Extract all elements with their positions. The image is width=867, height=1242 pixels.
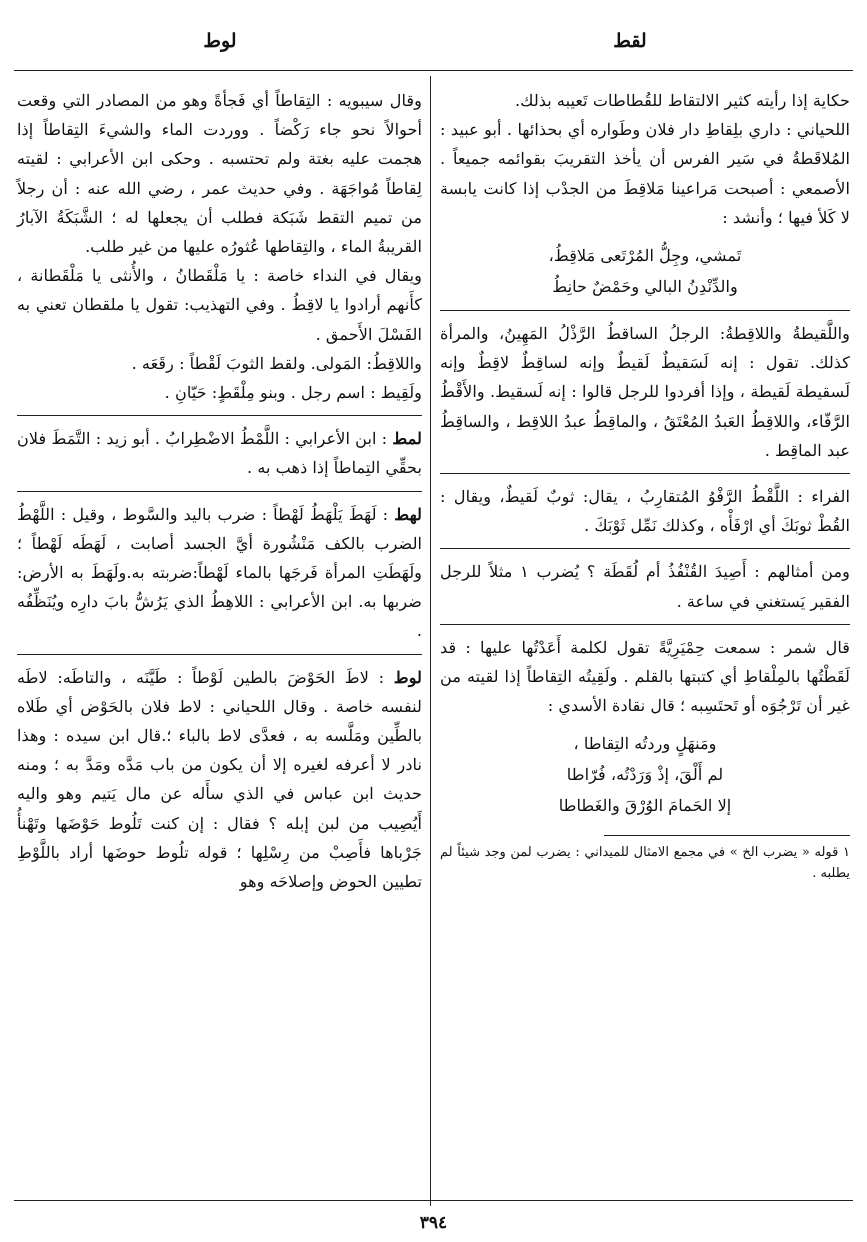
entry-headword: لهط (394, 504, 422, 524)
entry-text: : ابن الأعرابي : اللَّمْطُ الاضْطِرابُ . أبو زيد : التَّمَطَ فلان بحقِّي التِماطاً إذا ذهب به . (17, 429, 422, 478)
header-right-word: لقط (613, 30, 647, 52)
footnote: ١ قوله « يضرب الخ » في مجمع الامثال للميداني : يضرب لمن وجد شيئاً لم يطلبه . (440, 845, 850, 882)
poem-line: إلا الحَمامَ الوُرْقَ والغَطاطا (558, 796, 732, 816)
paragraph: ومن أمثالهم : أَصِيدَ القُنْفُذُ أم لُقَطَة ؟ يُضرب ١ مثلاً للرجل الفقير يَستغني في ساعة . (440, 562, 850, 611)
right-column (440, 86, 850, 884)
poem-line: لم أَلْقَ، إذْ وَرَدْتُه، فُرّاطا (566, 765, 724, 785)
entry-text: : لَهَطَ يَلْهَطُ لَهْطاً : ضرب باليد والسَّوط ، وقيل : اللَّهْطُ الضرب بالكف مَنْشُورة أيَّ الجسد أصابت ، لَهَطَه لَهْطاً ؛ ولَهَطَتِ المرأة فَرجَها بالماء لَهْطاً:ضربته به.ولَهَطَ به الأرض: ضربها به. ابن الأعرابي : اللاهِطُ الذي يَرُشُّ بابَ دارِه ويُنَظِّفُه . (17, 504, 422, 641)
separator (17, 415, 422, 416)
poem-line: والدِّنْدِنُ البالي وحَمْضٌ حانِطُ (552, 277, 738, 297)
separator (440, 310, 850, 311)
separator (17, 491, 422, 492)
entry-lwt (17, 663, 422, 897)
entry-lmt (17, 424, 422, 482)
entry-text: : لاطَ الحَوْضَ بالطين لَوْطاً : طَيَّنَه ، والتاطَه: لاطَه لنفسه خاصة . وقال اللحياني : لاط فلان بالحَوْض أي طَلاه بالطِّين ومَلَّسه به ، فعدَّى لاط بالباء ؛.قال ابن سيده : وهذا نادر لا أعرفه لغيره إلا أن يكون من باب مَدَّه ومَدَّ به ؛ ومنه حديث ابن عباس في الذي سأَله عن مال يَتيم وهو واليه أَيُصِيب من لبن إبله ؟ فقال : إن كنت تَلُوط حَوْضَها وتَهْنأُ جَرْباها فأَصِبْ من رِسْلِها ؛ قوله تلُوط حوضَها أراد باللَّوْطِ تطيين الحوض وإصلاحَه وهو (17, 667, 422, 892)
bottom-rule (14, 1200, 853, 1201)
top-rule (14, 70, 853, 71)
paragraph: واللَّقيطةُ واللاقِطةُ: الرجلُ الساقطُ الرَّذْلُ المَهِينُ، والمرأة كذلك. تقول : إنه لَسَقيطٌ لَقيطٌ وإنه لساقِطٌ لاقِطٌ وإنه لَسقيطة لَقيطة ، وإذا أفردوا للرجل قالوا : إنه لَسقيط. والأَقْطُ الرَّفّاء، واللاقِطُ العَبدُ المُعْتَقُ ، والماقِطُ عبدُ اللاقِط ، والساقِطُ عبد الماقِط . (440, 324, 850, 460)
separator (17, 654, 422, 655)
entry-headword: لمط (392, 429, 422, 449)
entry-headword: لوط (393, 667, 422, 687)
column-divider (430, 76, 431, 1206)
paragraph: ولَقِيط : اسم رجل . وبنو مِلْقَطٍ: حَيّانِ . (164, 383, 422, 403)
footnote-rule (604, 835, 850, 836)
header-left-word: لوط (203, 30, 237, 52)
paragraph: ويقال في النداء خاصة : يا مَلْقَطانُ ، والأُنثى يا مَلْقَطانة ، كأَنهم أرادوا يا لاقِطُ . وفي التهذيب: تقول يا ملقطان تعني به الفَسْلَ الأَحمق . (17, 266, 422, 344)
poem-line: تَمشي، وجِلُّ المُرْتَعى مَلاقِطُ، (548, 246, 742, 266)
separator (440, 624, 850, 625)
poem-line: ومَنهَلٍ وردتُه التِقاطا ، (573, 734, 717, 754)
separator (440, 548, 850, 549)
poem-verse (440, 240, 850, 302)
paragraph: الفراء : اللَّقْطُ الرَّفْوُ المُتقارِبُ ، يقال: ثوبٌ لَقيطٌ، ويقال : القُطْ ثوبَكَ أي ارْفَأْه ، وكذلك نَمِّل ثَوْبَكَ . (440, 487, 850, 536)
paragraph: وقال سيبويه : التِقاطاً أي فَجأةً وهو من المصادر التي وقعت أحوالاً نحو جاء رَكْضاً . ووردت الماء والشيءَ التِقاطاً إذا هجمت عليه بغتة ولم تحتسبه . وحكى ابن الأعرابي : لقيته لِقاطاً مُواجَهَة . وفي حديث عمر ، رضي الله عنه : أن رجلاً من تميم التقط شَبَكة فطلب أن يجعلها له ؛ الشَّبَكَةُ الآبارُ القريبةُ الماء ، والتِقاطها عُثورُه عليها من غير طلب. (17, 91, 422, 257)
entry-lht (17, 500, 422, 646)
paragraph: واللاقِطُ: المَولى. ولقط الثوبَ لَقْطاً : رقَعَه . (131, 353, 422, 373)
page-number: ٣٩٤ (419, 1213, 448, 1233)
paragraph: قال شمر : سمعت حِمْيَرِيَّةً تقول لكلمة أَعَدْتُها عليها : قد لَقَطْتُها بالمِلْقاطِ أي كتبتها بالقلم . ولَقِيتُه التِقاطاً إذا لقيته من غير أن تَرْجُوَه أو تَحتَسِبه ؛ قال نقادة الأسدي : (440, 637, 850, 716)
separator (440, 473, 850, 474)
paragraph: حكاية إذا رأيته كثير الالتقاط للقُطاطات تَعيبه بذلك. (515, 91, 850, 110)
poem-verse (440, 728, 850, 821)
left-column (17, 86, 422, 896)
paragraph: اللحياني : داري بلِقاطِ دار فلان وطَواره أي بحذائها . أبو عبيد : المُلاقَطةُ في سَير الفرس أن يأخذ التقريبَ بقوائمه جميعاً . الأصمعي : أصبحت مَراعينا مَلاقِطَ من الجدْب إذا كانت يابسة لا كَلأ فيها ؛ وأنشد : (440, 120, 850, 227)
